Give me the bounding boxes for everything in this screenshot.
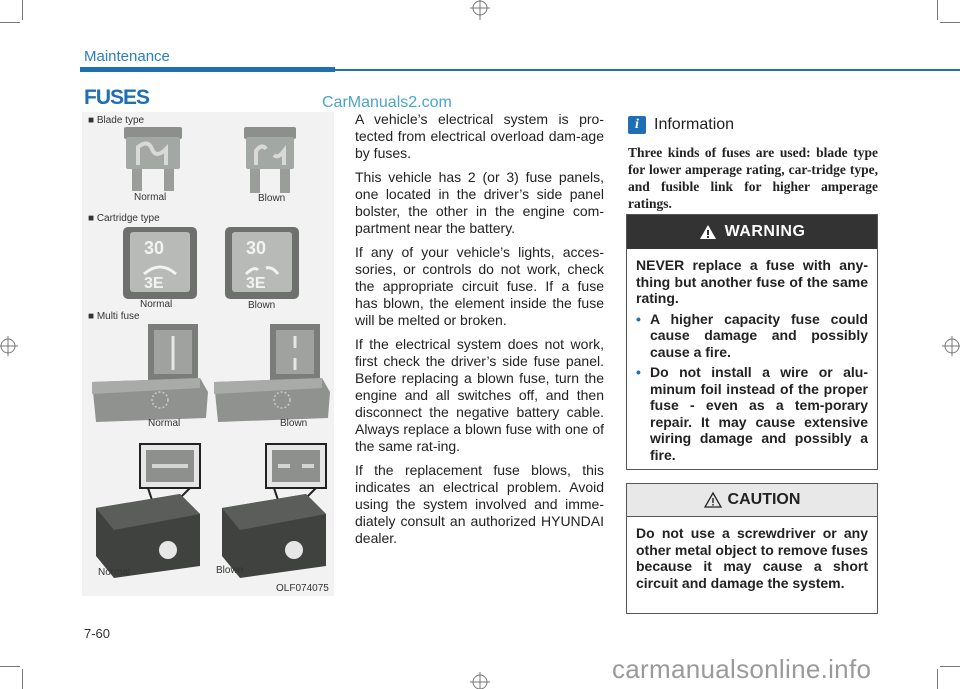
normal-caption: Normal (98, 567, 131, 578)
fuse-types-figure (82, 112, 334, 596)
cartridge-type-label: ■ Cartridge type (88, 213, 160, 224)
information-text: Three kinds of fuses are used: blade type for lower amperage rating, car-tridge type, and fusible link for higher amperage ratings. (628, 145, 878, 211)
blown-caption: Blown (216, 565, 244, 576)
info-icon: i (628, 116, 646, 134)
section-title: Maintenance (84, 48, 170, 65)
header-rule (80, 67, 335, 72)
warning-box (626, 214, 878, 470)
blown-caption: Blown (258, 193, 286, 204)
multi-fuse-normal-image (90, 322, 210, 426)
warning-header (627, 215, 877, 249)
crop-mark (937, 669, 938, 689)
list-item: • A higher capacity fuse could cause damage and possibly cause a fire. (636, 310, 868, 360)
warning-intro: NEVER replace a fuse with any-thing but another fuse of the same rating. (636, 257, 868, 306)
bullet-icon: • (636, 310, 641, 327)
body-paragraph: If any of your vehicle’s lights, acces-sories, or controls do not work, check the appropriate circuit fuse. If a fuse has blown, the element inside the fuse will be melted or broken. (355, 244, 604, 328)
blown-caption: Blown (280, 418, 308, 429)
body-paragraph: This vehicle has 2 (or 3) fuse panels, one located in the driver’s side panel bolster, the other in the engine com-partment near the battery. (355, 169, 604, 236)
svg-text:30: 30 (144, 238, 165, 258)
information-title: Information (654, 116, 735, 133)
information-heading (628, 116, 734, 134)
fusible-link-normal-image (90, 440, 208, 580)
warning-title: WARNING (724, 223, 806, 240)
crop-mark (0, 666, 20, 667)
footer-watermark: carmanualsonline.info (612, 654, 872, 684)
multi-fuse-label: ■ Multi fuse (88, 311, 140, 322)
registration-mark (468, 0, 492, 22)
body-paragraph: A vehicle’s electrical system is pro-tected from electrical overload dam-age by fuses. (355, 111, 604, 161)
body-text (355, 111, 604, 554)
crop-mark (940, 666, 960, 667)
registration-mark (940, 334, 960, 358)
bullet-icon: • (636, 364, 641, 380)
caution-box (626, 483, 878, 614)
warning-icon (699, 224, 717, 240)
normal-caption: Normal (148, 418, 181, 429)
crop-mark (937, 0, 938, 20)
page-title: FUSES (84, 86, 150, 109)
warning-list (636, 311, 868, 464)
body-paragraph: If the replacement fuse blows, this indicates an electrical problem. Avoid using the system involved and imme-diately consult an authorized HYUNDAI dealer. (355, 462, 604, 546)
page-number: 7-60 (84, 626, 111, 641)
fusible-link-blown-image (216, 440, 334, 580)
header-rule-thin (335, 69, 960, 71)
figure-code: OLF074075 (276, 583, 329, 594)
cartridge-fuse-blown-image (224, 226, 300, 300)
blown-caption: Blown (248, 300, 276, 311)
blade-fuse-blown-image (242, 125, 298, 195)
svg-text:3E: 3E (144, 275, 164, 292)
svg-text:30: 30 (246, 238, 267, 258)
caution-icon (704, 492, 722, 508)
cartridge-fuse-normal-image (122, 226, 198, 300)
registration-mark (0, 334, 20, 358)
svg-text:3E: 3E (246, 275, 266, 292)
caution-header (627, 484, 877, 517)
multi-fuse-blown-image (212, 322, 332, 426)
crop-mark (0, 22, 20, 23)
blade-fuse-normal-image (122, 125, 184, 193)
normal-caption: Normal (134, 192, 167, 203)
caution-text: Do not use a screwdriver or any other metal object to remove fuses because it may cause a short circuit and damage the system. (636, 525, 868, 591)
crop-mark (22, 669, 23, 689)
registration-mark (468, 670, 492, 689)
crop-mark (22, 0, 23, 20)
normal-caption: Normal (140, 299, 173, 310)
crop-mark (940, 22, 960, 23)
blade-type-label: ■ Blade type (88, 115, 145, 126)
caution-title: CAUTION (727, 491, 801, 508)
warning-body (627, 249, 877, 463)
body-paragraph: If the electrical system does not work, first check the driver’s side fuse panel. Before replacing a blown fuse, turn the engine and all switches off, and then disconnect the negative battery cable. Always replace a blown fuse with one of the same rat-ing. (355, 336, 604, 454)
list-item: • Do not install a wire or alu-minum foil instead of the proper fuse - even as a tem-porary repair. It may cause extensive wiring damage and possibly a fire. (636, 364, 868, 463)
watermark: CarManuals2.com (322, 94, 452, 111)
